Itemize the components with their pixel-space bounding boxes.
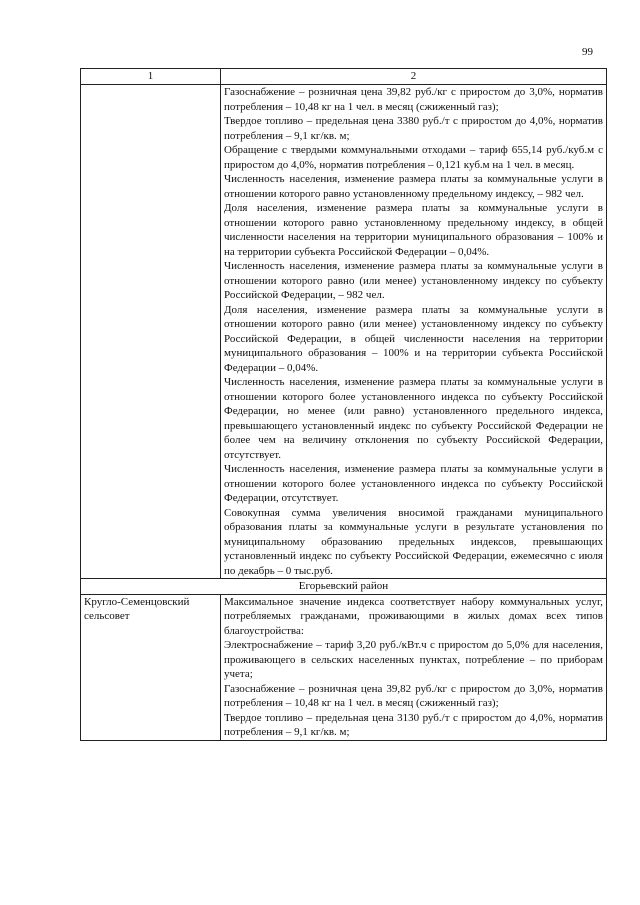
table-row [81,85,607,579]
paragraph: Твердое топливо – предельная цена 3130 руб./т с приростом до 4,0%, норматив потребления – 9,1 кг/кв. м; [224,711,603,738]
paragraph: Численность населения, изменение размера платы за коммунальные услуги в отношении которого более установленного индекса по субъекту Российской Федерации, но менее (или равно) установленного предельного индекса, превышающего установленный индекс по субъекту Российской Федерации не более чем на величину отклонения по субъекту Российской Федерации, отсутствует. [224,376,603,461]
municipality-cell-empty [81,85,221,579]
page-number: 99 [582,46,593,58]
region-header-row [81,579,607,595]
tariff-description-cell [221,85,607,579]
paragraph: Доля населения, изменение размера платы за коммунальные услуги в отношении которого равно (или менее) установленному индексу по субъекту Российской Федерации, в общей численности населения на территории муниципального образования – 100% и на территории субъекта Российской Федерации – 0,04%. [224,303,603,374]
paragraph: Газоснабжение – розничная цена 39,82 руб./кг с приростом до 3,0%, норматив потребления – 10,48 кг на 1 чел. в месяц (сжиженный газ); [224,86,603,113]
paragraph: Численность населения, изменение размера платы за коммунальные услуги в отношении которого более установленного индекса по субъекту Российской Федерации, отсутствует. [224,463,603,504]
tariff-table [80,68,607,741]
column-header-2: 2 [221,69,607,85]
column-header-1: 1 [81,69,221,85]
table-row [81,594,607,740]
paragraph: Численность населения, изменение размера платы за коммунальные услуги в отношении которого равно установленному предельному индексу, – 982 чел. [224,173,603,200]
paragraph: Обращение с твердыми коммунальными отходами – тариф 655,14 руб./куб.м с приростом до 4,0%, норматив потребления – 0,121 куб.м на 1 чел. в месяц. [224,144,603,171]
paragraph: Максимальное значение индекса соответствует набору коммунальных услуг, потребляемых гражданами, проживающими в жилых домах всех типов благоустройства: [224,595,603,637]
table-header-row [81,69,607,85]
paragraph: Численность населения, изменение размера платы за коммунальные услуги в отношении которого равно (или менее) установленному индексу по субъекту Российской Федерации, – 982 чел. [224,260,603,301]
tariff-description-cell [221,594,607,740]
paragraph: Электроснабжение – тариф 3,20 руб./кВт.ч с приростом до 5,0% для населения, проживающего в сельских населенных пунктах, потребление – по приборам учета; [224,639,603,680]
paragraph: Твердое топливо – предельная цена 3380 руб./т с приростом до 4,0%, норматив потребления – 9,1 кг/кв. м; [224,115,603,142]
municipality-name: Кругло-Семенцовский сельсовет [81,594,221,740]
paragraph: Доля населения, изменение размера платы за коммунальные услуги в отношении которого равно установленному предельному индексу, в общей численности населения на территории муниципального образования – 100% и на территории субъекта Российской Федерации – 0,04%. [224,202,603,258]
paragraph: Газоснабжение – розничная цена 39,82 руб./кг с приростом до 3,0%, норматив потребления – 10,48 кг на 1 чел. в месяц (сжиженный газ); [224,682,603,709]
paragraph: Совокупная сумма увеличения вносимой гражданами муниципального образования платы за коммунальные услуги в результате установления по муниципальному образованию предельных индексов, превышающих установленный индекс по субъекту Российской Федерации, ежемесячно с июля по декабрь – 0 тыс.руб. [224,506,603,577]
region-name: Егорьевский район [81,579,607,595]
